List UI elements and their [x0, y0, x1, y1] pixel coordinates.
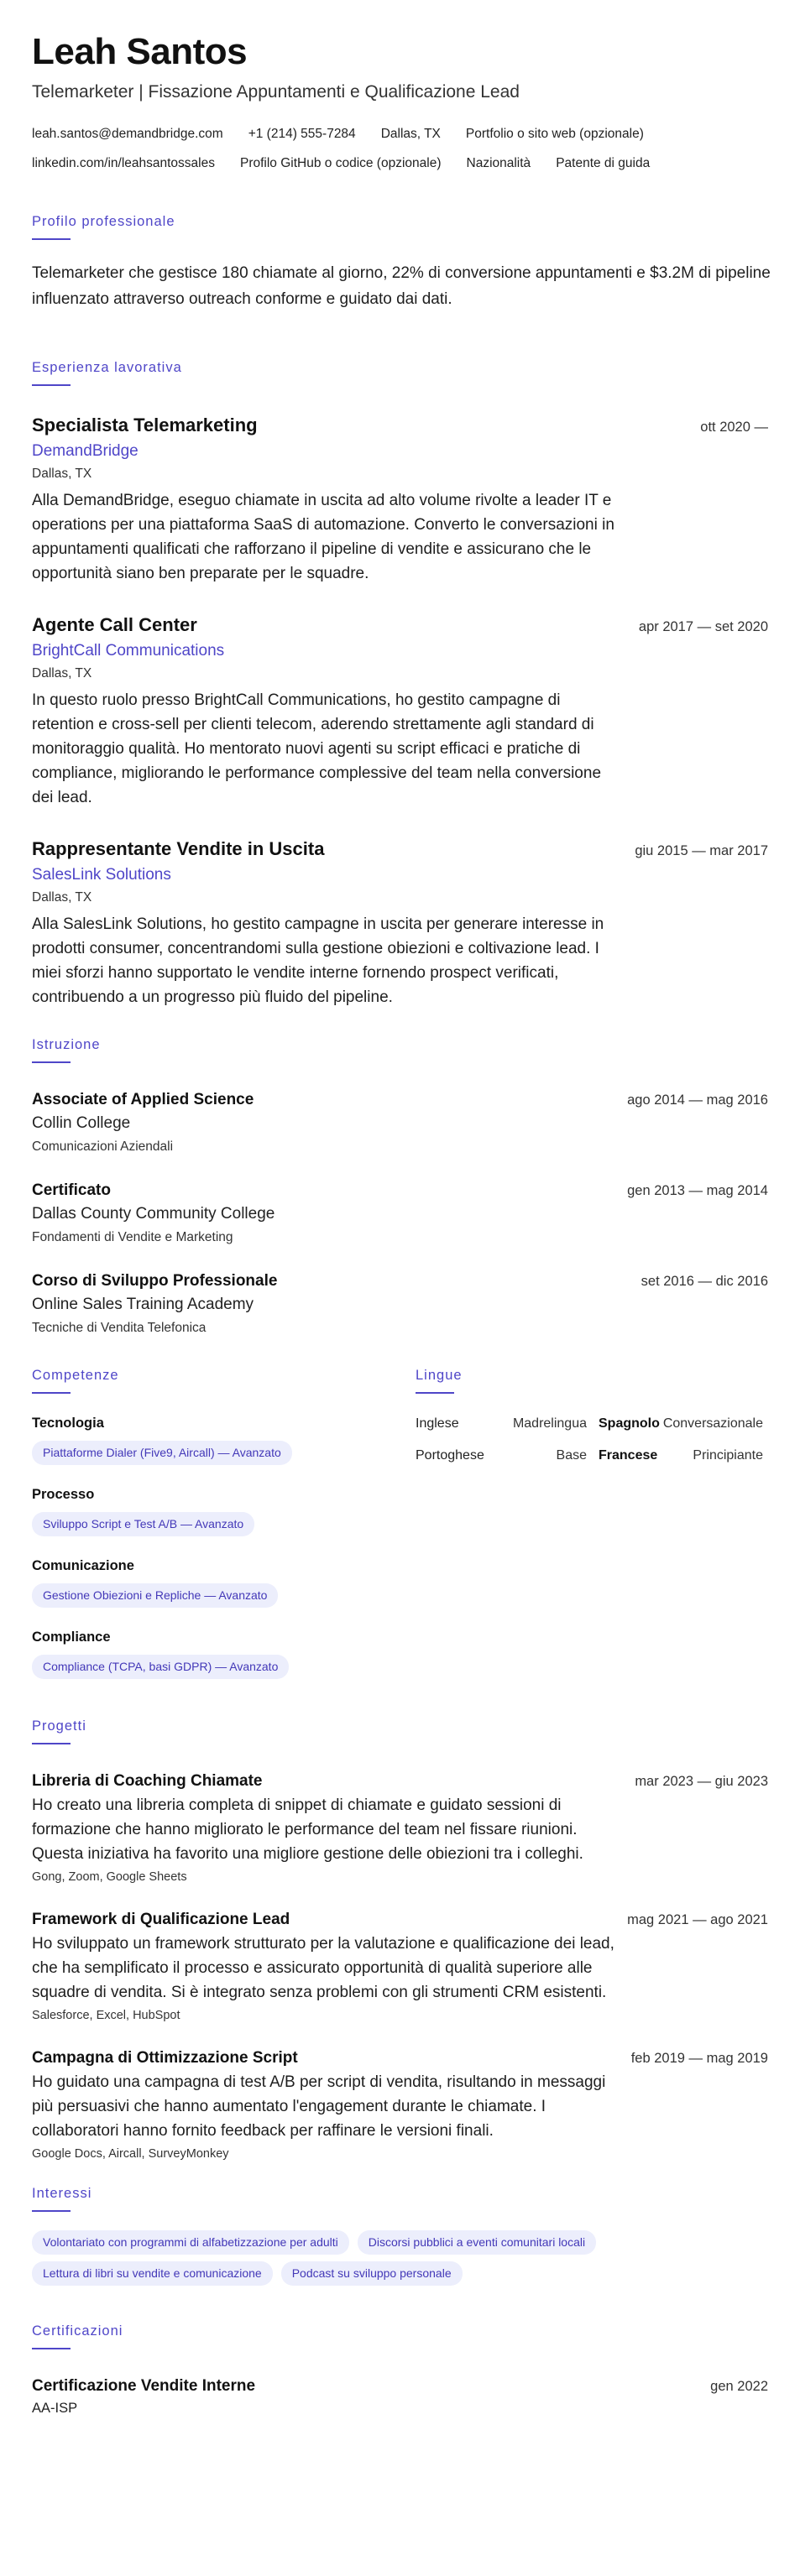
section-title: Progetti [32, 1718, 86, 1734]
education-school: Dallas County Community College [32, 1205, 275, 1223]
project-description: Ho creato una libreria completa di snippet di chiamate e guidato sessioni di formazione che hanno migliorato le performance del team nel fissare riunioni. Questa iniziativa ha favorito una migliore gestione delle obiezioni tra i colleghi. [32, 1796, 583, 1863]
certifications-section [32, 2323, 768, 2418]
education-school: Online Sales Training Academy [32, 1296, 254, 1313]
job-entry [32, 837, 768, 1009]
interest-chips [32, 2230, 771, 2286]
section-title: Interessi [32, 2186, 92, 2201]
skill-category: Processo [32, 1487, 95, 1502]
section-divider [32, 1061, 71, 1063]
education-entry [32, 1088, 768, 1157]
education-field: Fondamenti di Vendite e Marketing [32, 1230, 233, 1244]
project-description: Ho sviluppato un framework strutturato per la valutazione e qualificazione dei lead, che ha semplificato il processo e assicurato opportunità di qualità superiore alle squadre di vendita. Si è integrato senza problemi con gli strumenti CRM esistenti. [32, 1935, 614, 2001]
job-entry [32, 413, 768, 586]
summary-text: Telemarketer che gestisce 180 chiamate al giorno, 22% di conversione appuntamenti e $3.2M di pipeline influenzato attraverso outreach conforme e guidato dai dati. [32, 264, 771, 308]
contact-license: Patente di guida [556, 156, 651, 170]
section-title: Esperienza lavorativa [32, 360, 182, 375]
language-list [416, 1416, 768, 1464]
job-description: Alla DemandBridge, eseguo chiamate in uscita ad alto volume rivolte a leader IT e operations per una piattaforma SaaS di automazione. Converto le conversazioni in appuntamenti qualificati che rafforzano il pipeline di vendite e assicurano che le opportunità siano ben preparate per le squadre. [32, 492, 614, 582]
project-tech: Salesforce, Excel, HubSpot [32, 2009, 180, 2022]
section-divider [32, 238, 71, 240]
project-dates: mar 2023 — giu 2023 [635, 1774, 768, 1789]
job-company: SalesLink Solutions [32, 866, 171, 884]
project-dates: mag 2021 — ago 2021 [627, 1912, 768, 1927]
candidate-name: Leah Santos [32, 31, 248, 72]
language-name: Portoghese [416, 1448, 484, 1463]
section-title: Certificazioni [32, 2323, 123, 2339]
job-dates: apr 2017 — set 2020 [638, 619, 768, 634]
section-title: Lingue [416, 1368, 463, 1383]
section-divider [32, 384, 71, 386]
job-title: Specialista Telemarketing [32, 415, 258, 435]
education-degree: Corso di Sviluppo Professionale [32, 1272, 278, 1290]
language-name: Inglese [416, 1416, 459, 1431]
section-title: Profilo professionale [32, 214, 175, 229]
job-entry [32, 613, 768, 810]
job-location: Dallas, TX [32, 666, 92, 681]
contact-github[interactable]: Profilo GitHub o codice (opzionale) [239, 156, 442, 170]
contact-linkedin[interactable]: linkedin.com/in/leahsantossales [32, 156, 215, 170]
contact-portfolio[interactable]: Portfolio o sito web (opzionale) [465, 127, 644, 141]
interest-chip: Discorsi pubblici a eventi comunitari locali [358, 2230, 596, 2255]
summary-section [32, 213, 771, 312]
education-degree: Certificato [32, 1181, 111, 1199]
skill-category: Compliance [32, 1630, 111, 1645]
candidate-headline: Telemarketer | Fissazione Appuntamenti e Qualificazione Lead [32, 82, 520, 102]
project-title: Campagna di Ottimizzazione Script [32, 2049, 298, 2067]
language-name: Spagnolo [599, 1416, 660, 1431]
experience-section [32, 359, 768, 1009]
contact-nationality: Nazionalità [466, 156, 531, 170]
skill-chip: Piattaforme Dialer (Five9, Aircall) — Avanzato [32, 1441, 292, 1465]
project-entry [32, 1770, 768, 1886]
education-dates: ago 2014 — mag 2016 [627, 1092, 768, 1108]
project-title: Libreria di Coaching Chiamate [32, 1772, 263, 1790]
project-title: Framework di Qualificazione Lead [32, 1911, 290, 1928]
job-dates: ott 2020 — [700, 420, 768, 435]
section-title: Competenze [32, 1368, 119, 1383]
section-divider [32, 1392, 71, 1394]
project-list [32, 1770, 768, 2163]
job-location: Dallas, TX [32, 467, 92, 481]
skill-chip: Compliance (TCPA, basi GDPR) — Avanzato [32, 1655, 289, 1679]
skill-chip: Sviluppo Script e Test A/B — Avanzato [32, 1512, 254, 1536]
interest-chip: Podcast su sviluppo personale [281, 2261, 463, 2286]
skill-group [32, 1557, 416, 1608]
job-location: Dallas, TX [32, 890, 92, 905]
education-entry [32, 1179, 768, 1248]
education-dates: set 2016 — dic 2016 [641, 1274, 768, 1289]
skill-group [32, 1414, 416, 1465]
certification-date: gen 2022 [710, 2379, 768, 2394]
job-title: Rappresentante Vendite in Uscita [32, 838, 325, 859]
project-entry [32, 2047, 768, 2163]
skill-group [32, 1628, 416, 1679]
skills-languages-row [32, 1367, 768, 1679]
language-level: Madrelingua [512, 1416, 587, 1431]
education-entry [32, 1270, 768, 1338]
contact-email[interactable]: leah.santos@demandbridge.com [32, 127, 223, 141]
interest-chip: Volontariato con programmi di alfabetizzazione per adulti [32, 2230, 349, 2255]
section-divider [416, 1392, 454, 1394]
language-level: Base [556, 1448, 587, 1463]
job-title: Agente Call Center [32, 614, 197, 635]
job-description: In questo ruolo presso BrightCall Communications, ho gestito campagne di retention e cross-sell per clienti telecom, aderendo strettamente agli standard di monitoraggio qualità. Ho mentorato nuovi agenti su script efficaci e pratiche di compliance, migliorando le performance complessive del team nella conversione dei lead. [32, 691, 602, 806]
section-divider [32, 2210, 71, 2212]
interest-chip: Lettura di libri su vendite e comunicazione [32, 2261, 273, 2286]
project-entry [32, 1908, 768, 2025]
section-title: Istruzione [32, 1037, 101, 1052]
skill-group [32, 1485, 416, 1536]
skills-section [32, 1367, 416, 1679]
job-company: DemandBridge [32, 442, 139, 460]
project-tech: Google Docs, Aircall, SurveyMonkey [32, 2147, 229, 2161]
languages-section [416, 1367, 768, 1679]
language-level: Conversazionale [662, 1416, 763, 1431]
certification-list [32, 2375, 768, 2418]
skill-chip: Gestione Obiezioni e Repliche — Avanzato [32, 1583, 278, 1608]
project-tech: Gong, Zoom, Google Sheets [32, 1870, 187, 1884]
job-company: BrightCall Communications [32, 642, 225, 660]
education-field: Tecniche di Vendita Telefonica [32, 1321, 207, 1335]
education-section [32, 1036, 768, 1338]
education-dates: gen 2013 — mag 2014 [627, 1183, 768, 1198]
education-degree: Associate of Applied Science [32, 1091, 254, 1108]
skill-category: Comunicazione [32, 1558, 134, 1573]
certification-issuer: AA-ISP [32, 2401, 78, 2416]
projects-section [32, 1718, 768, 2163]
contact-phone[interactable]: +1 (214) 555-7284 [248, 127, 356, 141]
job-description: Alla SalesLink Solutions, ho gestito campagne in uscita per generare interesse in prodotti consumer, concentrandomi sulla gestione obiezioni e coltivazione lead. I miei sforzi hanno supportato le vendite interne fornendo prospect verificati, contribuendo a un progresso più fluido del pipeline. [32, 915, 604, 1006]
job-list [32, 413, 768, 1009]
language-name: Francese [599, 1448, 658, 1463]
education-school: Collin College [32, 1114, 131, 1132]
contact-list [32, 126, 771, 171]
resume-header [32, 30, 768, 171]
skill-category: Tecnologia [32, 1416, 104, 1431]
language-level: Principiante [693, 1448, 763, 1463]
job-dates: giu 2015 — mar 2017 [635, 843, 768, 858]
project-dates: feb 2019 — mag 2019 [630, 2051, 768, 2066]
education-field: Comunicazioni Aziendali [32, 1139, 174, 1154]
interests-section [32, 2185, 768, 2286]
section-divider [32, 2348, 71, 2349]
contact-location: Dallas, TX [380, 127, 441, 141]
section-divider [32, 1743, 71, 1744]
certification-title: Certificazione Vendite Interne [32, 2377, 256, 2395]
education-list [32, 1088, 768, 1338]
project-description: Ho guidato una campagna di test A/B per script di vendita, risultando in messaggi più persuasivi che hanno aumentato l'engagement durante le chiamate. I collaboratori hanno fornito feedback per raffinare le versioni finali. [32, 2073, 606, 2140]
